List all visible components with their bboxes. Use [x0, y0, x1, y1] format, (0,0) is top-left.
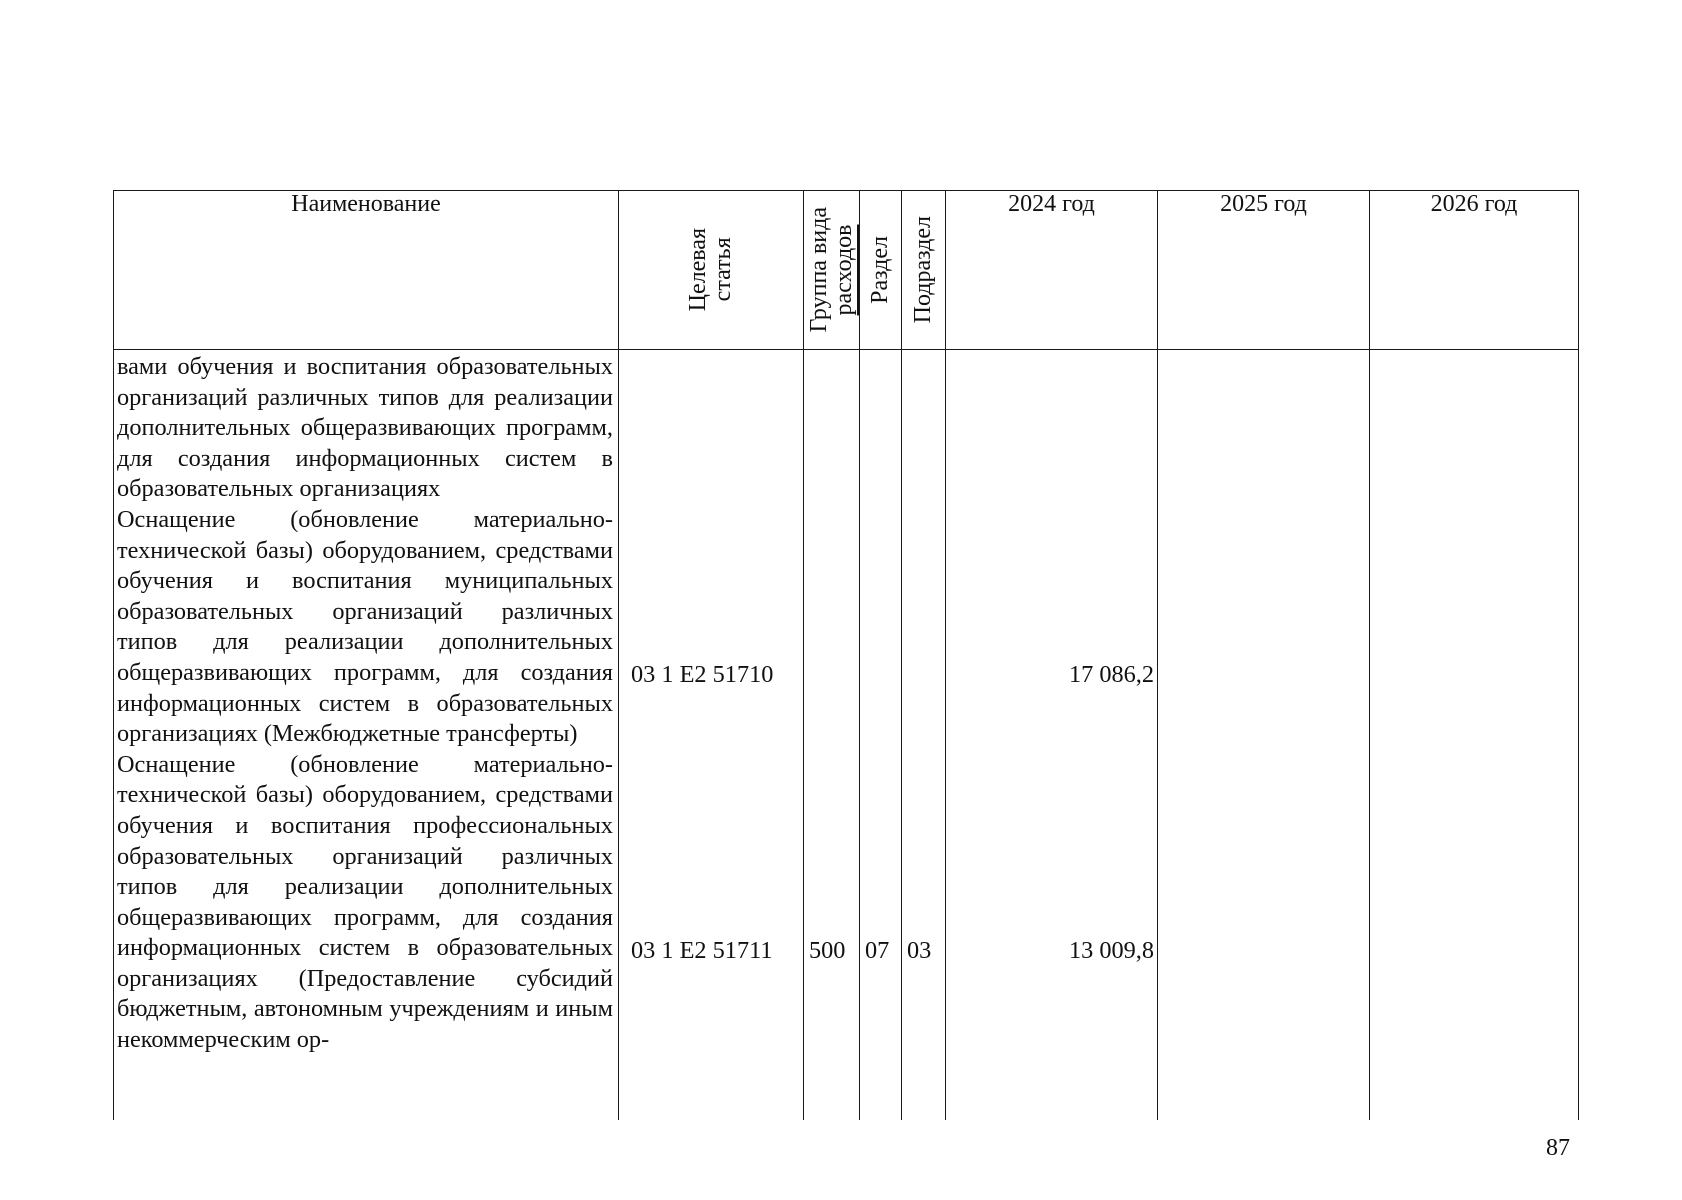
header-target-article: Целевая статья — [619, 191, 804, 350]
page-number: 87 — [1546, 1135, 1570, 1161]
budget-table — [113, 190, 1579, 1120]
header-2026: 2026 год — [1370, 191, 1579, 350]
row-1-amount-2024: 17 086,2 — [1068, 661, 1154, 688]
row-2-subsection: 03 — [907, 937, 932, 964]
subsection-cell — [902, 350, 946, 1121]
amount-2024-cell — [946, 350, 1158, 1121]
section-cell — [860, 350, 902, 1121]
amount-2025-cell — [1158, 350, 1370, 1121]
header-expense-group: Группа вида расходов — [804, 191, 860, 350]
table-row — [114, 350, 1579, 1121]
expense-group-cell — [804, 350, 860, 1121]
row-2-section: 07 — [865, 937, 890, 964]
table-header-row — [114, 191, 1579, 350]
name-paragraph: Оснащение (обновление материально-технической базы) оборудованием, средствами обучения и воспитания муниципальных образовательных организаций различных типов для реализации дополнительных общеразвивающих программ, для создания информационных систем в образовательных организациях (Межбюджетные трансферты) — [117, 505, 613, 748]
header-subsection: Подраздел — [902, 191, 946, 350]
row-2-group: 500 — [809, 937, 846, 964]
header-section: Раздел — [860, 191, 902, 350]
amount-2026-cell — [1370, 350, 1579, 1121]
header-2024: 2024 год — [946, 191, 1158, 350]
header-2025: 2025 год — [1158, 191, 1370, 350]
row-1-code: 03 1 E2 51710 — [631, 661, 774, 688]
name-cell — [114, 350, 619, 1121]
row-2-code: 03 1 E2 51711 — [631, 937, 773, 964]
target-article-cell — [619, 350, 804, 1121]
header-name: Наименование — [114, 191, 619, 350]
name-paragraph: вами обучения и воспитания образовательных организаций различных типов для реализации дополнительных общеразвивающих программ, для создания информационных систем в образовательных организациях — [117, 353, 613, 503]
name-paragraph: Оснащение (обновление материально-технической базы) оборудованием, средствами обучения и воспитания профессиональных образовательных организаций различных типов для реализации дополнительных общеразвивающих программ, для создания информационных систем в образовательных организациях (Предоставление субсидий бюджетным, автономным учреждениям и иным некоммерческим ор- — [117, 750, 613, 1054]
row-2-amount-2024: 13 009,8 — [1068, 937, 1154, 964]
